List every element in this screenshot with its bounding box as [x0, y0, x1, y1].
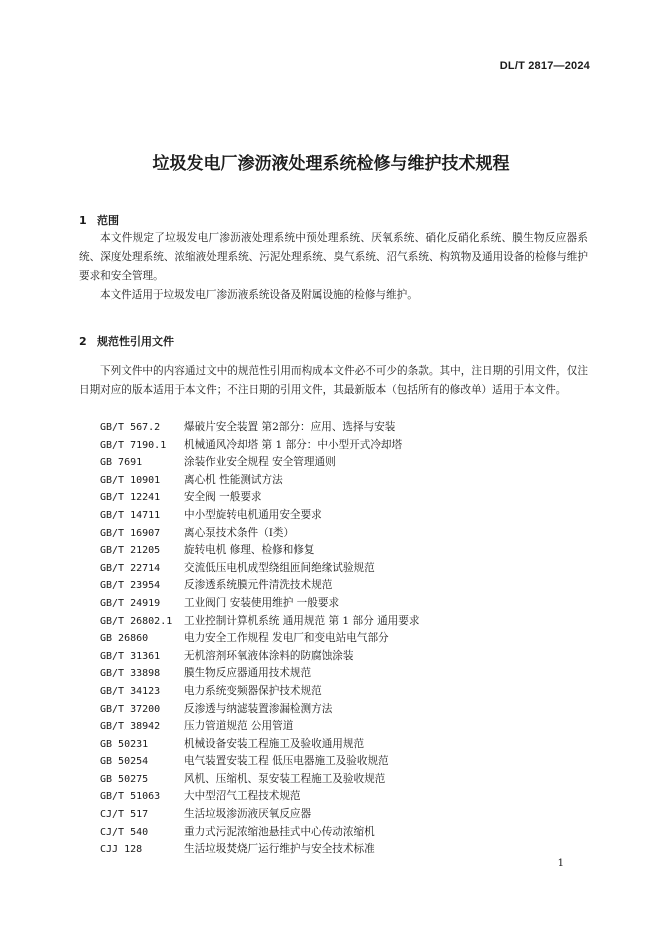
reference-code: CJ/T 540 — [100, 826, 149, 838]
reference-item — [100, 771, 419, 789]
reference-name: 膜生物反应器通用技术规范 — [184, 667, 312, 680]
section-number: 2 — [79, 335, 87, 348]
section-heading-scope — [79, 212, 119, 228]
reference-item — [100, 525, 419, 543]
reference-code: GB/T 10901 — [100, 474, 161, 486]
reference-item — [100, 648, 419, 666]
reference-item — [100, 683, 419, 701]
reference-item — [100, 489, 419, 507]
reference-item — [100, 806, 419, 824]
reference-item — [100, 788, 419, 806]
reference-name: 工业阀门 安装使用维护 一般要求 — [184, 596, 340, 609]
reference-item — [100, 718, 419, 736]
reference-name: 压力管道规范 公用管道 — [184, 720, 294, 733]
references-intro-paragraph: 下列文件中的内容通过文中的规范性引用而构成本文件必不可少的条款。其中，注日期的引用文件，仅注日期对应的版本适用于本文件；不注日期的引用文件，其最新版本（包括所有的修改单）适用于本文件。 — [79, 365, 588, 396]
scope-applicability-paragraph: 本文件适用于垃圾发电厂渗沥液系统设备及附属设施的检修与维护。 — [100, 289, 418, 301]
reference-name: 中小型旋转电机通用安全要求 — [184, 508, 322, 521]
reference-name: 反渗透系统膜元件清洗技术规范 — [184, 579, 333, 592]
reference-name: 交流低压电机成型绕组匝间绝缘试验规范 — [184, 561, 375, 574]
section-title: 规范性引用文件 — [97, 335, 174, 348]
reference-code: GB/T 51063 — [100, 791, 161, 803]
reference-item — [100, 595, 419, 613]
reference-item — [100, 560, 419, 578]
reference-item — [100, 507, 419, 525]
reference-code: GB 50231 — [100, 738, 149, 750]
reference-item — [100, 701, 419, 719]
reference-name: 电气装置安装工程 低压电器施工及验收规范 — [184, 755, 389, 768]
reference-code: GB 50254 — [100, 756, 149, 768]
reference-item — [100, 665, 419, 683]
reference-name: 生活垃圾焚烧厂运行维护与安全技术标准 — [184, 843, 375, 856]
reference-code: GB/T 21205 — [100, 545, 161, 557]
reference-item — [100, 472, 419, 490]
reference-name: 旋转电机 修理、检修和修复 — [184, 544, 315, 557]
reference-code: GB/T 24919 — [100, 597, 161, 609]
document-title: 垃圾发电厂渗沥液处理系统检修与维护技术规程 — [152, 154, 510, 174]
reference-code: GB/T 23954 — [100, 580, 161, 592]
reference-name: 离心泵技术条件（Ⅰ类） — [184, 526, 295, 539]
reference-name: 机械设备安装工程施工及验收通用规范 — [184, 737, 365, 750]
section-number: 1 — [79, 214, 87, 227]
reference-name: 无机溶剂环氧液体涂料的防腐蚀涂装 — [184, 649, 354, 662]
reference-item — [100, 437, 419, 455]
reference-item — [100, 841, 419, 859]
reference-name: 电力安全工作规程 发电厂和变电站电气部分 — [184, 632, 389, 645]
reference-item — [100, 824, 419, 842]
reference-name: 爆破片安全装置 第2部分：应用、选择与安装 — [184, 421, 396, 433]
reference-code: GB/T 38942 — [100, 721, 161, 733]
reference-item — [100, 454, 419, 472]
page-number: 1 — [557, 858, 564, 869]
reference-item — [100, 577, 419, 595]
reference-name: 安全阀 一般要求 — [184, 491, 262, 504]
reference-item — [100, 542, 419, 560]
scope-paragraph: 本文件规定了垃圾发电厂渗沥液处理系统中预处理系统、厌氧系统、硝化反硝化系统、膜生物反应器系统、深度处理系统、浓缩液处理系统、污泥处理系统、臭气系统、沼气系统、构筑物及通用设备的检修与维护要求和安全管理。 — [79, 232, 588, 282]
reference-name: 反渗透与纳滤装置渗漏检测方法 — [184, 702, 333, 715]
reference-item — [100, 630, 419, 648]
reference-code: GB/T 37200 — [100, 703, 161, 715]
reference-name: 涂装作业安全规程 安全管理通则 — [184, 456, 336, 469]
reference-name: 离心机 性能测试方法 — [184, 473, 283, 486]
reference-name: 风机、压缩机、泵安装工程施工及验收规范 — [184, 772, 386, 785]
section-heading-normative-references — [79, 333, 174, 349]
reference-list — [100, 419, 419, 859]
reference-code: GB/T 12241 — [100, 492, 161, 504]
reference-code: GB 50275 — [100, 773, 149, 785]
reference-code: CJ/T 517 — [100, 809, 149, 821]
reference-name: 生活垃圾渗沥液厌氧反应器 — [184, 808, 312, 821]
reference-item — [100, 753, 419, 771]
reference-code: GB/T 16907 — [100, 527, 161, 539]
reference-item — [100, 736, 419, 754]
reference-code: GB/T 22714 — [100, 562, 161, 574]
reference-name: 重力式污泥浓缩池悬挂式中心传动浓缩机 — [184, 825, 375, 838]
reference-name: 电力系统变频器保护技术规范 — [184, 684, 322, 697]
reference-code: GB/T 34123 — [100, 685, 161, 697]
reference-name: 工业控制计算机系统 通用规范 第 1 部分 通用要求 — [184, 614, 420, 627]
reference-item — [100, 419, 419, 437]
reference-code: GB/T 26802.1 — [100, 615, 173, 627]
reference-code: GB 7691 — [100, 457, 143, 469]
reference-item — [100, 613, 419, 631]
reference-code: GB/T 31361 — [100, 650, 161, 662]
reference-code: GB/T 14711 — [100, 509, 161, 521]
reference-code: GB/T 33898 — [100, 668, 161, 680]
document-code: DL/T 2817—2024 — [499, 60, 590, 72]
section-title: 范围 — [97, 214, 119, 227]
reference-code: GB 26860 — [100, 633, 149, 645]
reference-name: 机械通风冷却塔 第 1 部分：中小型开式冷却塔 — [184, 438, 403, 451]
reference-code: GB/T 7190.1 — [100, 439, 167, 451]
reference-code: CJJ 128 — [100, 844, 143, 856]
reference-name: 大中型沼气工程技术规范 — [184, 790, 301, 803]
reference-code: GB/T 567.2 — [100, 422, 161, 433]
